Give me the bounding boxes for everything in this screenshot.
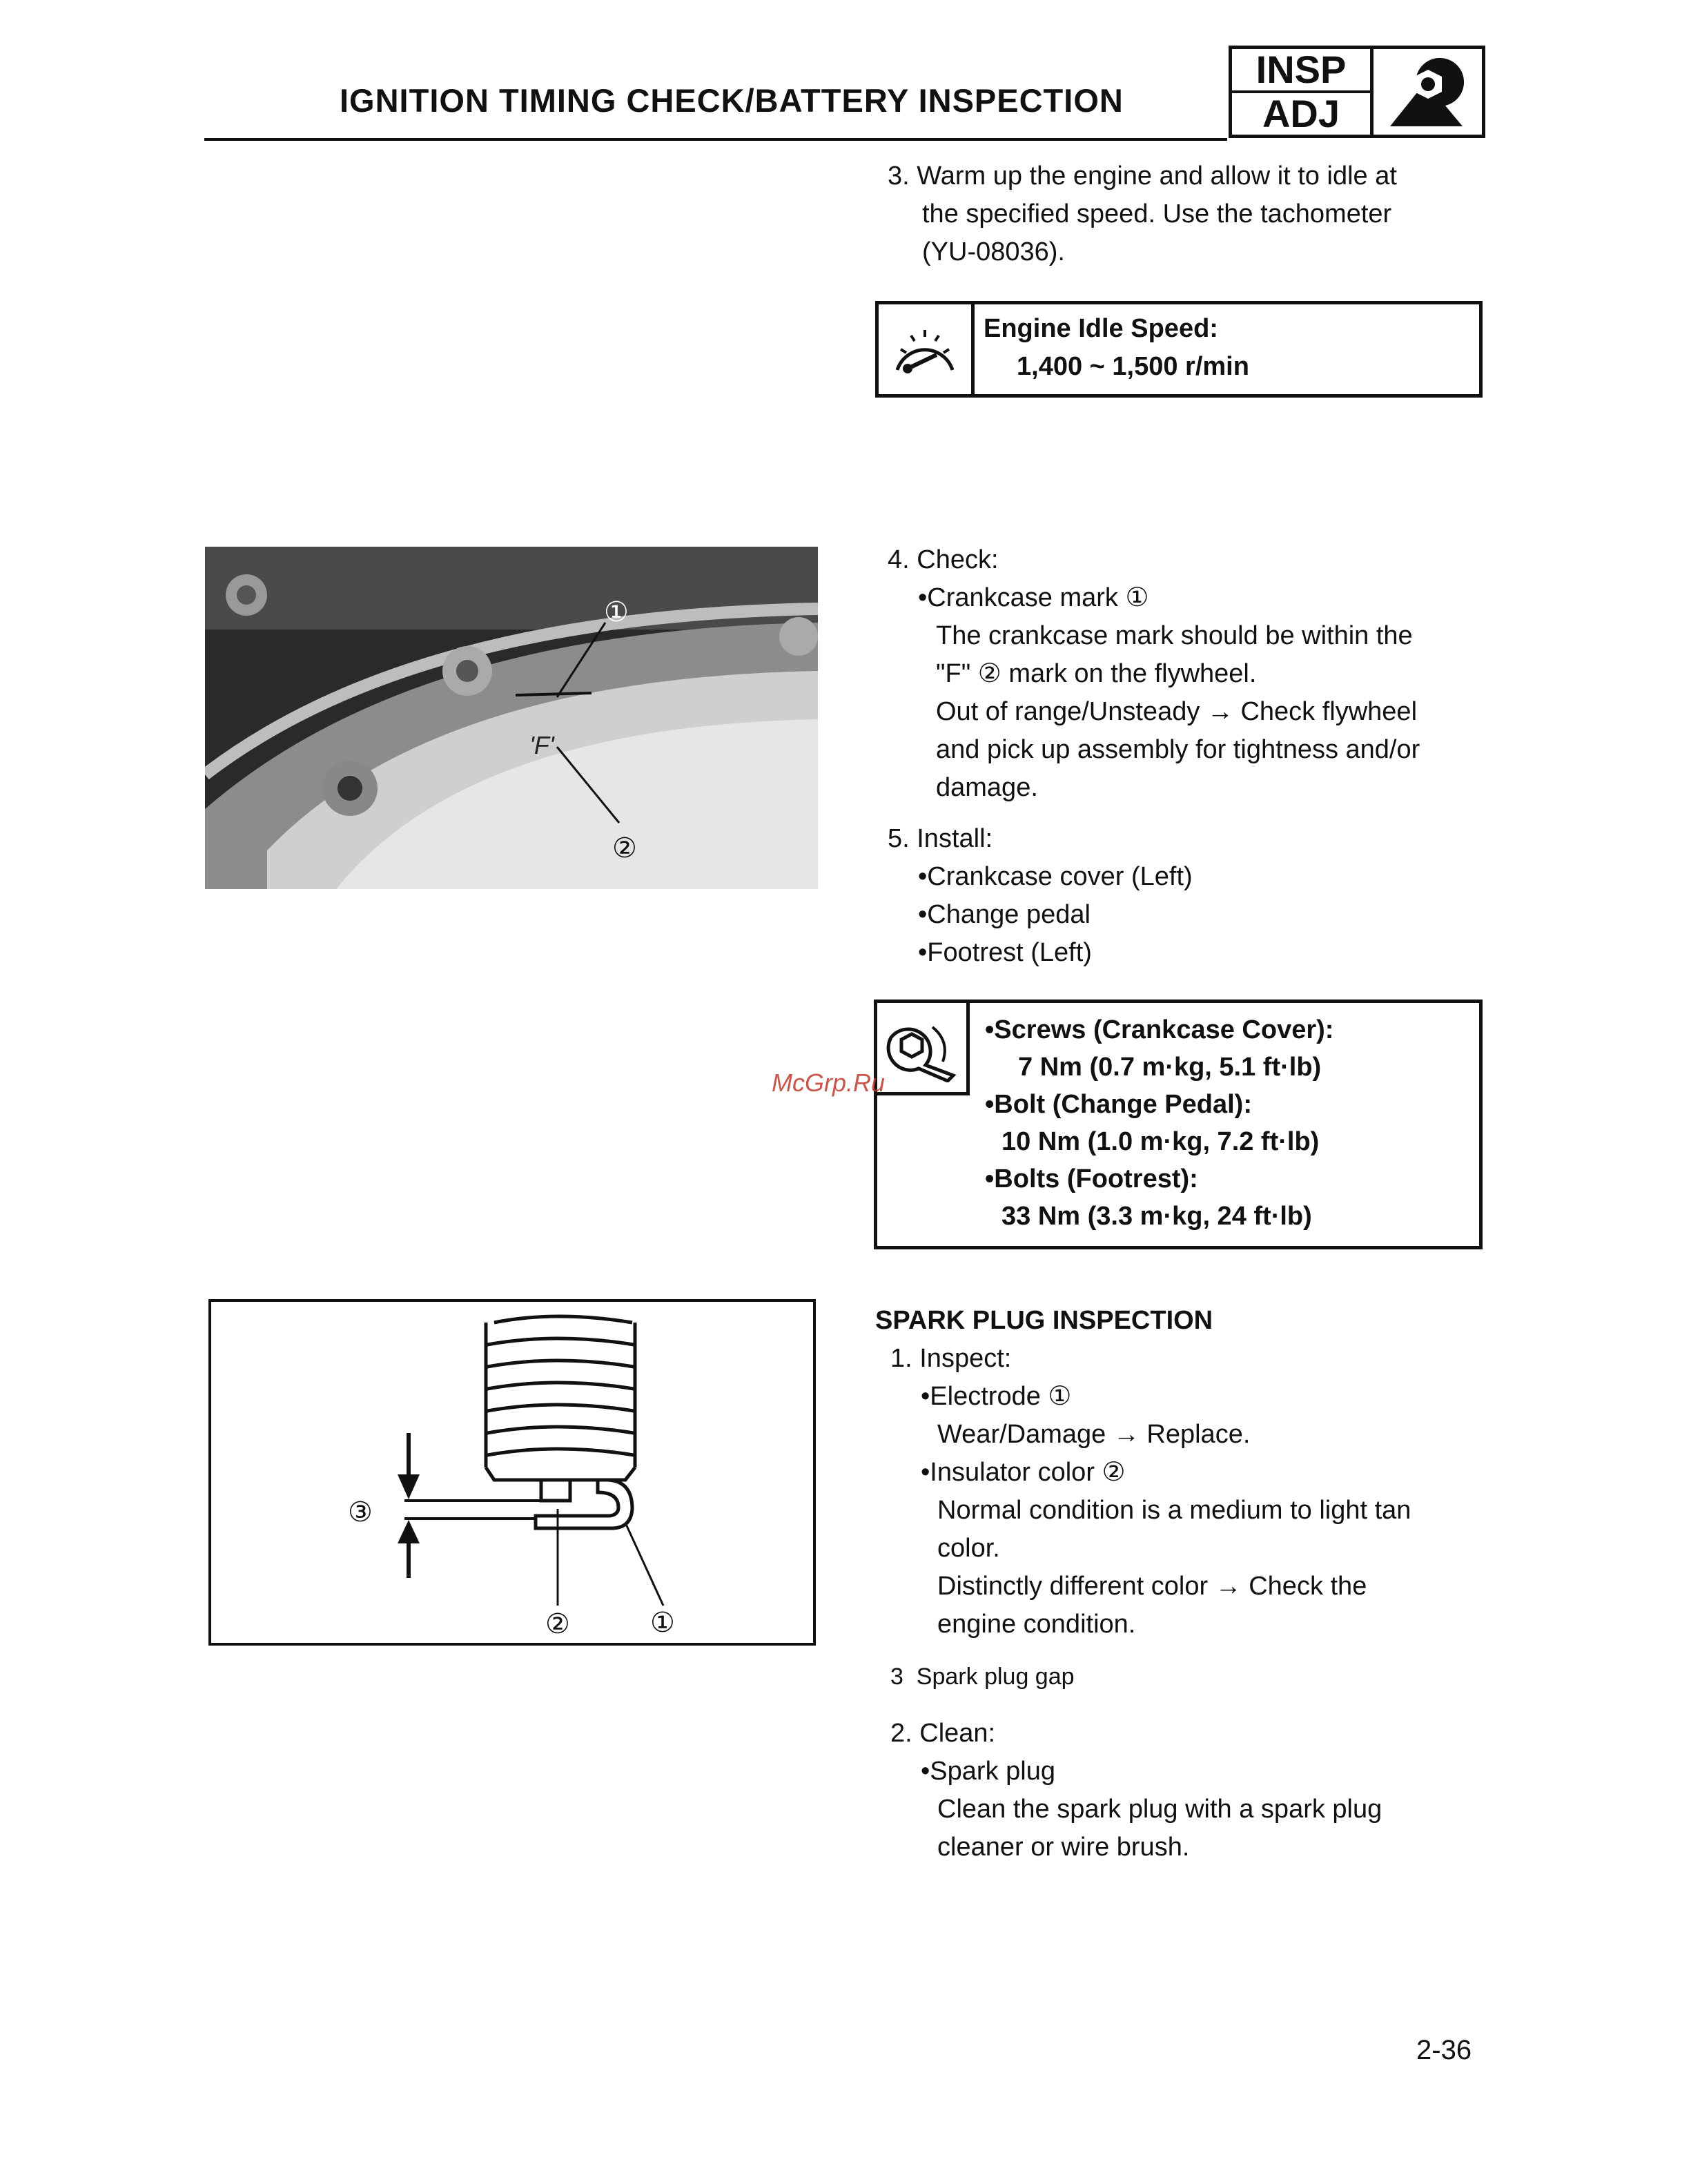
step5-bullet-2: •Change pedal [918, 900, 1091, 929]
insp-adj-badge [1229, 46, 1485, 138]
tachometer-icon [879, 304, 975, 394]
step5-bullet-1: •Crankcase cover (Left) [918, 862, 1193, 891]
step4-line-4: and pick up assembly for tightness and/or [936, 735, 1420, 764]
insulator-line-4: engine condition. [937, 1610, 1136, 1639]
flywheel-f-mark: 'F' [529, 731, 554, 759]
idle-speed-title: Engine Idle Speed: [984, 314, 1218, 343]
badge-insp-label: INSP [1232, 49, 1370, 93]
torque-line-6: 33 Nm (3.3 m·kg, 24 ft·lb) [1001, 1202, 1312, 1231]
torque-line-1: •Screws (Crankcase Cover): [985, 1015, 1334, 1044]
photo-label-1: ① [604, 596, 629, 628]
insulator-line-2: color. [937, 1534, 1000, 1563]
watermark: McGrp.Ru [772, 1069, 886, 1097]
page-number: 2-36 [1416, 2035, 1472, 2065]
spark-plug-gap-caption: 3 Spark plug gap [890, 1664, 1075, 1690]
torque-line-4: 10 Nm (1.0 m·kg, 7.2 ft·lb) [1001, 1127, 1320, 1156]
badge-adj-label: ADJ [1262, 92, 1340, 135]
step4-heading: 4. Check: [888, 545, 999, 574]
step5-bullet-3: •Footrest (Left) [918, 938, 1092, 967]
step4-bullet: •Crankcase mark ① [918, 583, 1149, 612]
step3-line-2: the specified speed. Use the tachometer [922, 199, 1392, 228]
torque-line-5: •Bolts (Footrest): [985, 1164, 1198, 1193]
clean-line-1: Clean the spark plug with a spark plug [937, 1795, 1382, 1824]
diagram-label-3: ③ [348, 1496, 373, 1528]
diagram-label-2: ② [545, 1608, 570, 1640]
step4-line-2: "F" ② mark on the flywheel. [936, 659, 1257, 688]
diagram-label-1: ① [650, 1607, 675, 1639]
torque-wrench-icon [877, 1003, 970, 1095]
torque-line-2: 7 Nm (0.7 m·kg, 5.1 ft·lb) [1018, 1053, 1322, 1082]
clean-heading: 2. Clean: [890, 1719, 996, 1748]
electrode-bullet: •Electrode ① [921, 1382, 1072, 1411]
idle-speed-value: 1,400 ~ 1,500 r/min [1017, 352, 1249, 381]
photo-label-2: ② [612, 832, 637, 864]
insulator-bullet: •Insulator color ② [921, 1458, 1126, 1487]
insulator-line-3: Distinctly different color → Check the [937, 1572, 1367, 1601]
page-title: IGNITION TIMING CHECK/BATTERY INSPECTION [340, 82, 1124, 119]
step3-line-3: (YU-08036). [922, 237, 1065, 266]
step4-line-1: The crankcase mark should be within the [936, 621, 1413, 650]
spark-plug-diagram [208, 1299, 816, 1646]
torque-spec-box [874, 1000, 1483, 1249]
step5-heading: 5. Install: [888, 824, 993, 853]
step4-line-3: Out of range/Unsteady → Check flywheel [936, 697, 1418, 726]
step3-line-1: 3. Warm up the engine and allow it to idle at [888, 162, 1397, 191]
clean-line-2: cleaner or wire brush. [937, 1833, 1190, 1862]
torque-line-3: •Bolt (Change Pedal): [985, 1090, 1252, 1119]
wrench-nut-icon [1374, 49, 1482, 135]
header-rule [204, 138, 1227, 141]
inspect-heading: 1. Inspect: [890, 1344, 1012, 1373]
insulator-line-1: Normal condition is a medium to light tan [937, 1496, 1411, 1525]
crankcase-mark-photo [205, 547, 818, 889]
electrode-action: Wear/Damage → Replace. [937, 1420, 1251, 1449]
clean-bullet: •Spark plug [921, 1757, 1055, 1786]
step4-line-5: damage. [936, 773, 1038, 802]
idle-speed-spec-box [875, 301, 1483, 398]
spark-heading: SPARK PLUG INSPECTION [875, 1306, 1213, 1335]
